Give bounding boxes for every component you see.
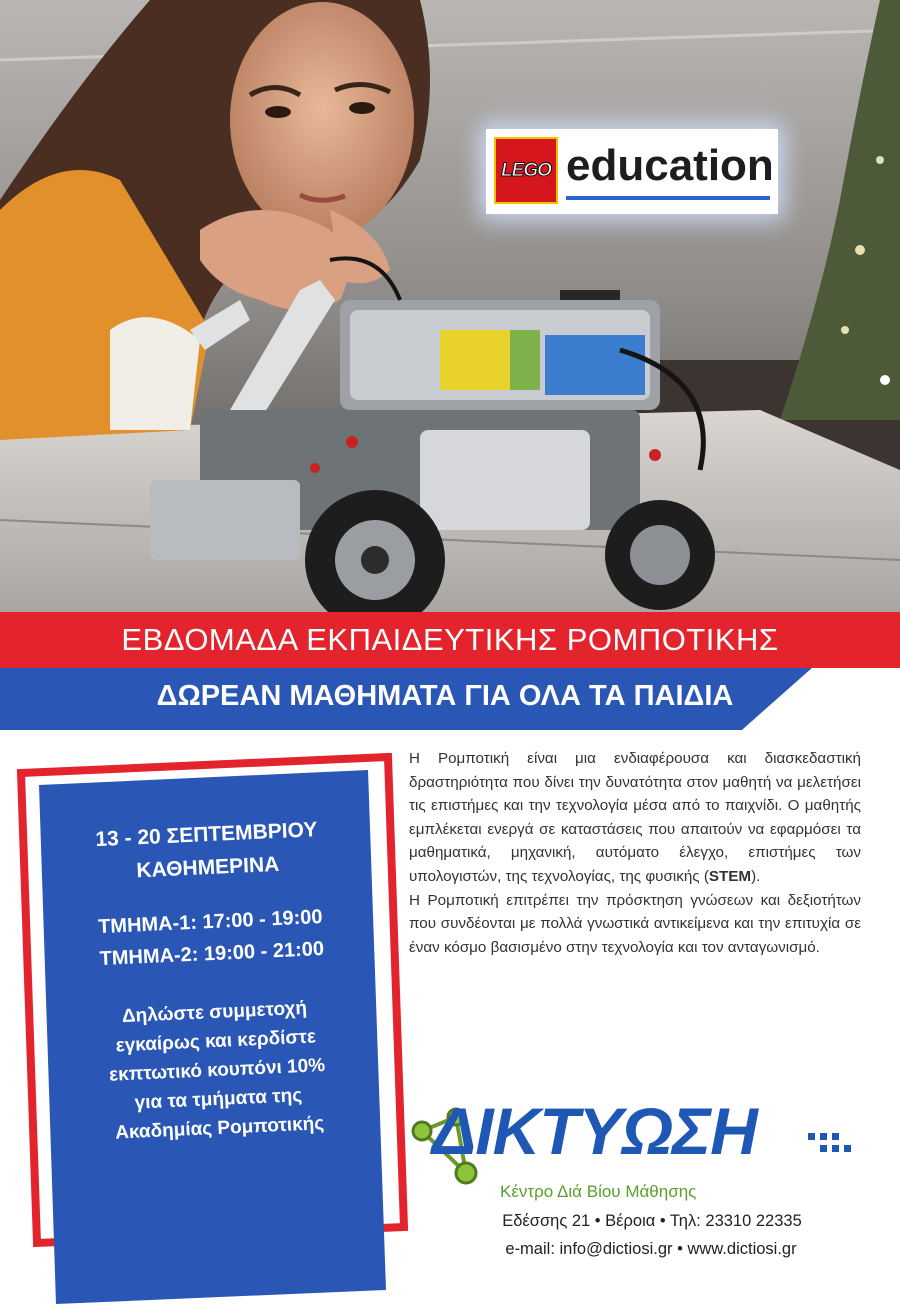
promo-line: Δηλώστε συμμετοχή <box>121 997 308 1028</box>
description-paragraph-1 <box>409 747 861 889</box>
promo-line: Ακαδημίας Ρομποτικής <box>114 1113 325 1144</box>
schedule-card <box>33 810 393 1150</box>
lego-mark-text: LEGO <box>501 159 551 181</box>
session-1: ΤΜΗΜΑ-1: 17:00 - 19:00 <box>97 905 323 939</box>
stem-label: STEM <box>708 867 752 885</box>
promo-line: εκπτωτικό κουπόνι 10% <box>108 1055 326 1086</box>
description-text-part: Η Ρομποτική είναι μια ενδιαφέρουσα και διασκεδαστική δραστηριότητα που δίνει την δυνατότητα στον μαθητή να μελετήσει τις επιστήμες και την τεχνολογία μέσα από το παιχνίδι. Ο μαθητής εμπλέκεται ενεργά σε καταστάσεις που απαιτούν να εφαρμόσει τα μαθηματικά, μηχανική, αυτόματο έλεγχο, επιστήμες των υπολογιστών, της τεχνολογίας, της φυσικής ( <box>409 750 861 885</box>
organization-logo-word: ΔΙΚΤΥΩΣΗ <box>432 1094 757 1168</box>
event-frequency: ΚΑΘΗΜΕΡΙΝΑ <box>135 852 280 883</box>
organization-tagline: Κέντρο Διά Βίου Μάθησης <box>500 1182 697 1201</box>
organization-address: Εδέσσης 21 • Βέροια • Τηλ: 23310 22335 <box>502 1212 802 1230</box>
description-text <box>409 747 861 959</box>
description-paragraph-2: Η Ρομποτική επιτρέπει την πρόσκτηση γνώσεων και δεξιοτήτων που συνδέονται με πολλά γνωστικά αντικείμενα και την επιτυχία σε έναν κόσμο βασισμένο στην τεχνολογία και τον ανταγωνισμό. <box>409 891 861 956</box>
organization-contact: e-mail: info@dictiosi.gr • www.dictiosi.gr <box>505 1240 797 1258</box>
session-2: ΤΜΗΜΑ-2: 19:00 - 21:00 <box>99 937 325 971</box>
event-title: ΕΒΔΟΜΑΔΑ ΕΚΠΑΙΔΕΥΤΙΚΗΣ ΡΟΜΠΟΤΙΚΗΣ <box>121 622 779 657</box>
promo-line: εγκαίρως και κερδίστε <box>115 1026 317 1057</box>
lego-education-word: education <box>566 141 774 190</box>
promo-text <box>41 990 393 1151</box>
promo-line: για τα τμήματα της <box>134 1085 303 1114</box>
description-text-part: ). <box>751 867 761 885</box>
event-subtitle: ΔΩΡΕΑΝ ΜΑΘΗΜΑΤΑ ΓΙΑ ΟΛΑ ΤΑ ΠΑΙΔΙΑ <box>156 680 734 712</box>
event-dates: 13 - 20 ΣΕΠΤΕΜΒΡΙΟΥ <box>94 818 318 852</box>
